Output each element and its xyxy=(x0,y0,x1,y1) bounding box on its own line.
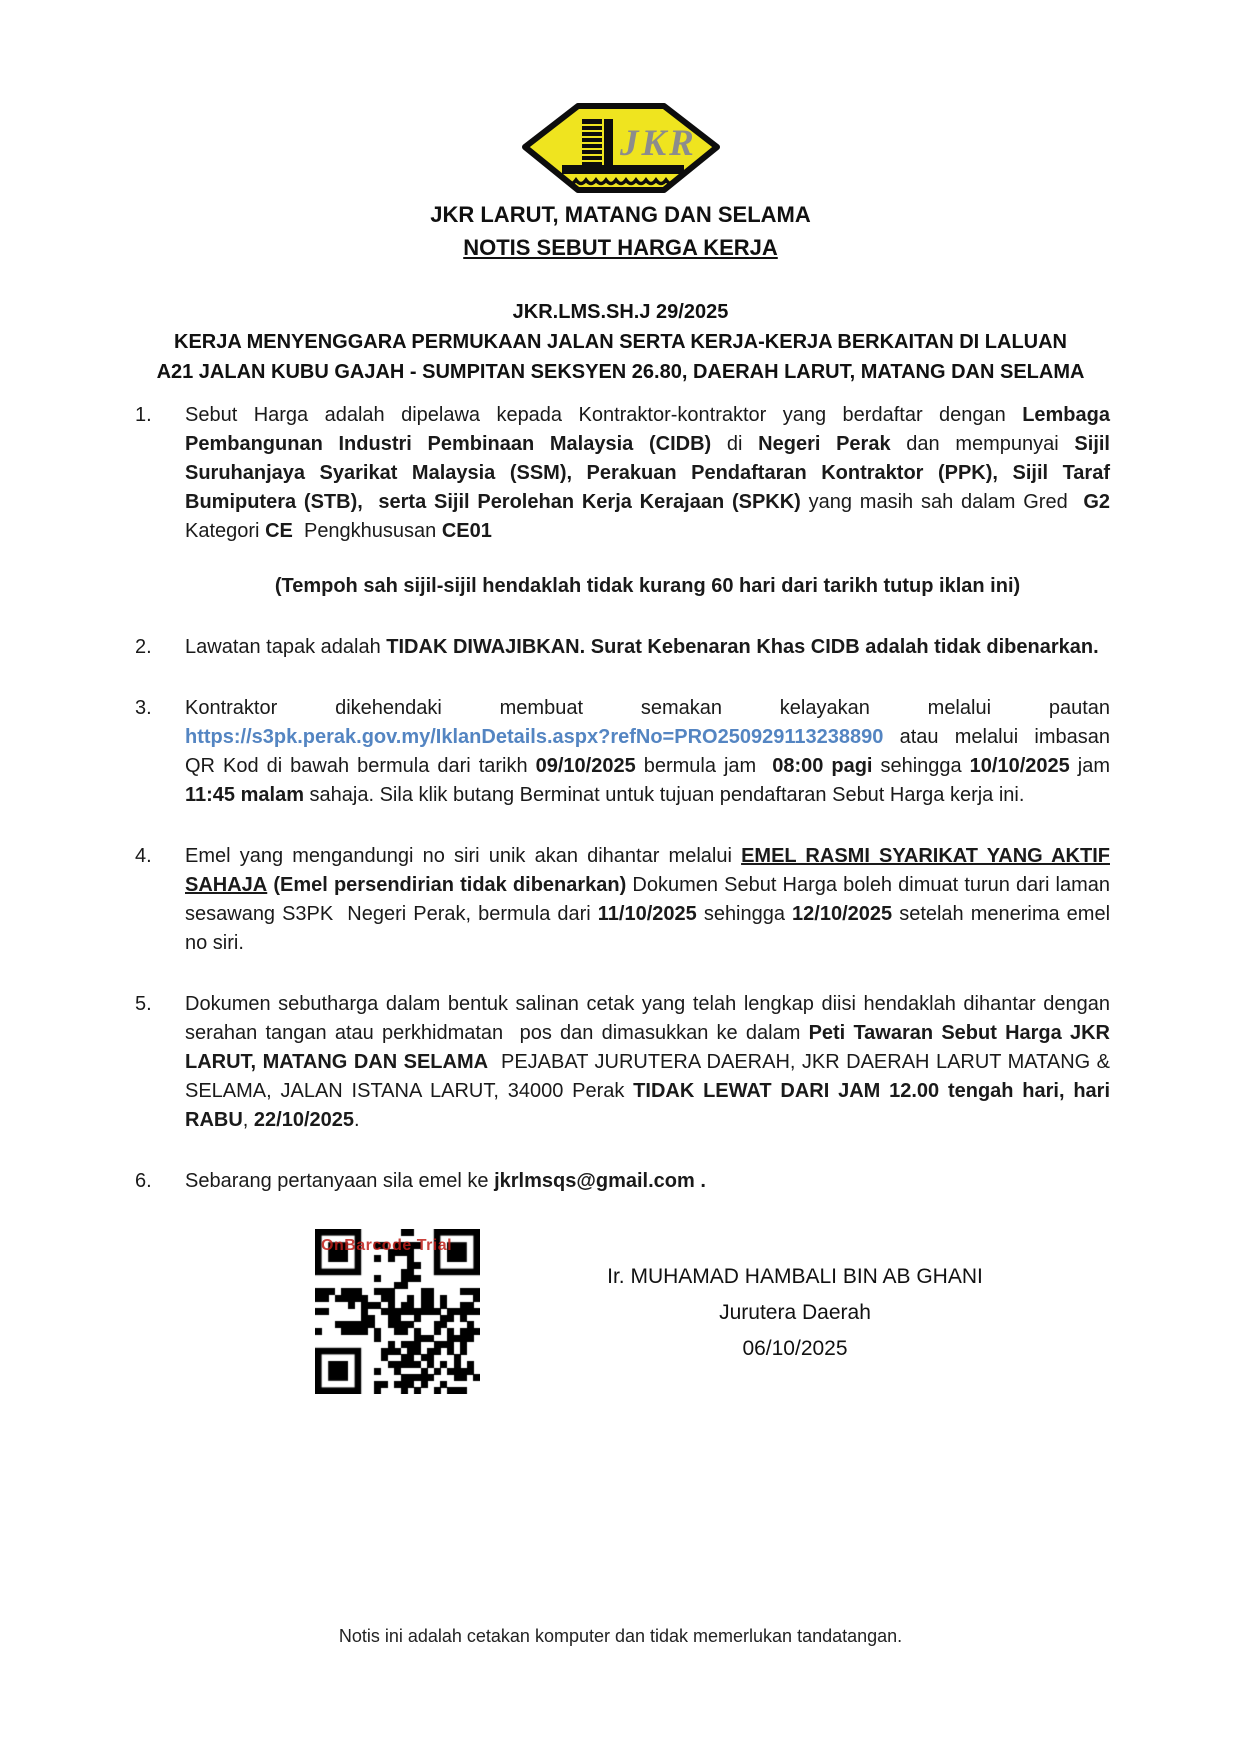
item-number: 3. xyxy=(135,697,152,719)
text-run: . xyxy=(354,1109,360,1131)
text-run: 09/10/2025 xyxy=(535,755,636,777)
text-run: 11:45 malam xyxy=(185,784,304,806)
item-list xyxy=(135,401,1110,1196)
footer-note: Notis ini adalah cetakan komputer dan tidak memerlukan tandatangan. xyxy=(338,1626,903,1646)
text-run: Negeri Perak xyxy=(758,433,891,455)
notice-title: NOTIS SEBUT HARGA KERJA xyxy=(463,235,778,260)
item-body xyxy=(185,842,1110,958)
text-run: Kategori xyxy=(185,520,266,542)
qr-code xyxy=(315,1229,480,1394)
text-run: (Emel persendirian tidak dibenarkan) xyxy=(273,874,627,896)
text-run: sahaja. Sila klik butang Berminat untuk tujuan pendaftaran Sebut Harga kerja ini. xyxy=(303,784,1025,806)
text-run: CE xyxy=(265,520,293,542)
text-run: Kontraktor dikehendaki membuat semakan kelayakan melalui pautan xyxy=(185,697,1110,719)
text-run: atau melalui imbasan QR Kod di bawah bermula dari tarikh xyxy=(185,726,1110,777)
text-run: Sebut Harga adalah dipelawa kepada Kontraktor-kontraktor yang berdaftar dengan xyxy=(185,404,1023,426)
item-body xyxy=(185,401,1110,601)
text-run: CE01 xyxy=(441,520,492,542)
text-run: Dokumen sebutharga dalam bentuk salinan cetak yang telah lengkap diisi hendaklah dihantar dengan serahan tangan atau perkhidmatan pos dan dimasukkan ke dalam xyxy=(185,993,1110,1044)
signature-title: Jurutera Daerah xyxy=(719,1301,871,1324)
signature-name: Ir. MUHAMAD HAMBALI BIN AB GHANI xyxy=(607,1265,983,1288)
text-run: 22/10/2025 xyxy=(253,1109,355,1131)
text-run: jam xyxy=(1069,755,1110,777)
list-item xyxy=(135,842,1110,958)
list-item xyxy=(135,990,1110,1135)
text-run: Sebarang pertanyaan sila emel ke xyxy=(185,1170,495,1192)
reference-number: JKR.LMS.SH.J 29/2025 xyxy=(512,301,729,323)
item-body xyxy=(185,990,1110,1135)
text-run: dan mempunyai xyxy=(890,433,1075,455)
item-body xyxy=(185,633,1110,662)
item-number: 4. xyxy=(135,845,152,867)
text-run: jkrlmsqs@gmail.com . xyxy=(494,1170,706,1192)
text-run: PEJABAT JURUTERA DAERAH, JKR DAERAH LARUT MATANG & SELAMA, JALAN ISTANA LARUT, 34000 Perak xyxy=(185,1051,1111,1102)
signature-block xyxy=(480,1259,1110,1367)
text-run: 10/10/2025 xyxy=(969,755,1070,777)
text-run: 12/10/2025 xyxy=(792,903,893,925)
text-run: 08:00 pagi xyxy=(772,755,873,777)
list-item xyxy=(135,401,1110,601)
qr-trial-watermark: OnBarcode Trial xyxy=(321,1237,453,1254)
jkr-logo-icon xyxy=(522,103,720,193)
certificate-validity-note: (Tempoh sah sijil-sijil hendaklah tidak kurang 60 hari dari tarikh tutup iklan ini) xyxy=(274,575,1021,597)
item-number: 1. xyxy=(135,404,152,426)
list-item xyxy=(135,1167,1110,1196)
text-run: Peti Tawaran Sebut Harga JKR LARUT, MATANG DAN SELAMA xyxy=(185,1022,1110,1073)
jkr-logo xyxy=(522,103,720,193)
text-run: Lembaga Pembangunan Industri Pembinaan Malaysia (CIDB) xyxy=(185,404,1110,455)
qr-signature-row xyxy=(135,1229,1110,1394)
text-run: , xyxy=(242,1109,254,1131)
item-number: 2. xyxy=(135,636,152,658)
text-run: bermula jam xyxy=(635,755,773,777)
department-header: JKR LARUT, MATANG DAN SELAMA xyxy=(430,202,811,227)
signature-date: 06/10/2025 xyxy=(742,1337,848,1360)
quotation-portal-link[interactable]: https://s3pk.perak.gov.my/IklanDetails.aspx?refNo=PRO250929113238890 xyxy=(185,726,884,748)
item-number: 5. xyxy=(135,993,152,1015)
list-item xyxy=(135,633,1110,662)
list-item xyxy=(135,694,1110,810)
text-run: sehingga xyxy=(872,755,970,777)
text-run: Dokumen Sebut Harga boleh dimuat turun dari laman sesawang S3PK Negeri Perak, bermula dari xyxy=(185,874,1110,925)
text-run: G2 xyxy=(1083,491,1110,513)
text-run: Emel yang mengandungi no siri unik akan dihantar melalui xyxy=(185,845,742,867)
jkr-logo-text: JKR xyxy=(619,123,697,164)
text-run: Sijil Suruhanjaya Syarikat Malaysia (SSM), Perakuan Pendaftaran Kontraktor (PPK), Sijil Taraf Bumiputera (STB), serta Sijil Perolehan Kerja Kerajaan (SPKK) xyxy=(185,433,1110,513)
item-number: 6. xyxy=(135,1170,152,1192)
text-run: di xyxy=(711,433,759,455)
item-body xyxy=(185,1167,1110,1196)
text-run: yang masih sah dalam Gred xyxy=(800,491,1084,513)
text-run: 11/10/2025 xyxy=(597,903,697,925)
item-body xyxy=(185,694,1110,810)
text-run: Lawatan tapak adalah xyxy=(185,636,387,658)
text-run: TIDAK DIWAJIBKAN. Surat Kebenaran Khas CIDB adalah tidak dibenarkan. xyxy=(386,636,1099,658)
work-title: KERJA MENYENGGARA PERMUKAAN JALAN SERTA KERJA-KERJA BERKAITAN DI LALUAN A21 JALAN KUBU GAJAH - SUMPITAN SEKSYEN 26.80, DAERAH LARUT, MATANG DAN SELAMA xyxy=(156,331,1085,383)
text-run: TIDAK LEWAT DARI JAM 12.00 tengah hari, hari RABU xyxy=(185,1080,1111,1131)
text-run: setelah menerima emel no siri. xyxy=(185,903,1111,954)
text-run: EMEL RASMI SYARIKAT YANG AKTIF SAHAJA xyxy=(185,845,1110,896)
text-run: Pengkhususan xyxy=(292,520,442,542)
text-run: sehingga xyxy=(696,903,793,925)
